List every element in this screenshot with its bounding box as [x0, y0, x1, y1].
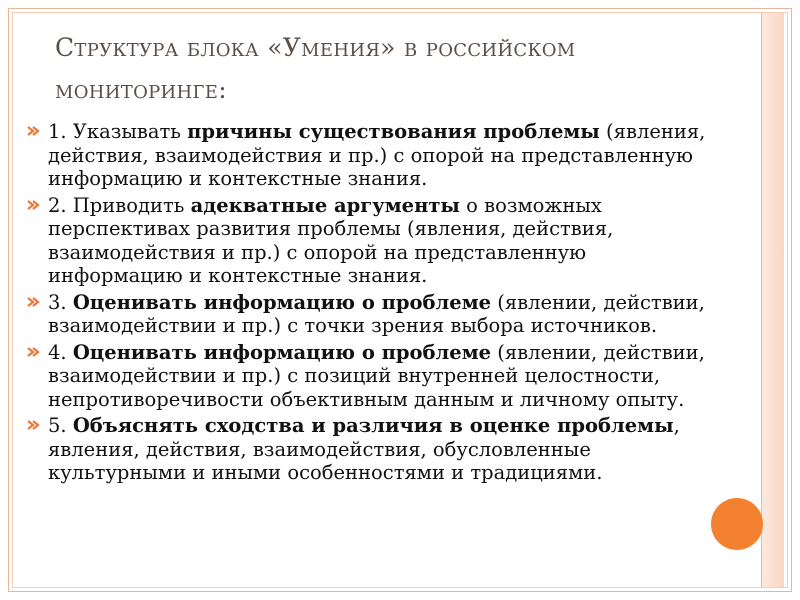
item-text-part: (явлении, действии, взаимодействии и пр.) с точки зрения выбора источников.: [48, 290, 705, 337]
item-text-part: (явления, действия, взаимодействия и пр.) с опорой на представленную информацию и контекстные знания.: [48, 120, 706, 190]
side-band: [762, 13, 784, 587]
orange-chevron-bullet-icon: [26, 198, 40, 212]
item-text-part: о возможных перспективах развития проблемы (явления, действия, взаимодействия и пр.) с опорой на представленную информацию и контекстные знания.: [48, 193, 614, 287]
orange-chevron-bullet-icon: [26, 345, 40, 359]
orange-circle-decoration: [711, 498, 763, 550]
slide-title: Структура блока «Умения» в российском мониторинге:: [55, 33, 576, 104]
item-text: [48, 194, 613, 288]
list-item: [24, 194, 714, 288]
item-text-bold: Объяснять сходства и различия в оценке проблемы: [72, 414, 674, 437]
orange-chevron-bullet-icon: [26, 418, 40, 432]
item-text: [48, 414, 680, 484]
item-text-part: 5.: [48, 414, 73, 437]
bullet-list: [24, 120, 714, 488]
list-item: [24, 291, 714, 338]
list-item: [24, 341, 714, 412]
item-text-bold: Оценивать информацию о проблеме: [72, 340, 492, 364]
item-text-bold: адекватные аргументы: [190, 193, 460, 217]
item-text-part: 2. Приводить: [48, 193, 191, 217]
item-text-part: 4.: [48, 340, 73, 364]
item-text: [48, 341, 705, 411]
orange-chevron-bullet-icon: [26, 124, 40, 138]
item-text: [48, 291, 705, 338]
item-text-part: 3.: [48, 290, 73, 314]
item-text-bold: причины существования проблемы: [187, 120, 600, 143]
item-text-part: 1. Указывать: [48, 120, 188, 143]
list-item: [24, 120, 714, 191]
list-item: [24, 414, 714, 485]
item-text-bold: Оценивать информацию о проблеме: [72, 290, 492, 314]
item-text-part: (явлении, действии, взаимодействии и пр.) с позиций внутренней целостности, непротиворечивости объективным данным и личному опыту.: [48, 340, 705, 411]
item-text-part: , явления, действия, взаимодействия, обусловленные культурными и иными особенностями и традициями.: [48, 414, 680, 484]
item-text: [48, 120, 705, 190]
orange-chevron-bullet-icon: [26, 295, 40, 309]
